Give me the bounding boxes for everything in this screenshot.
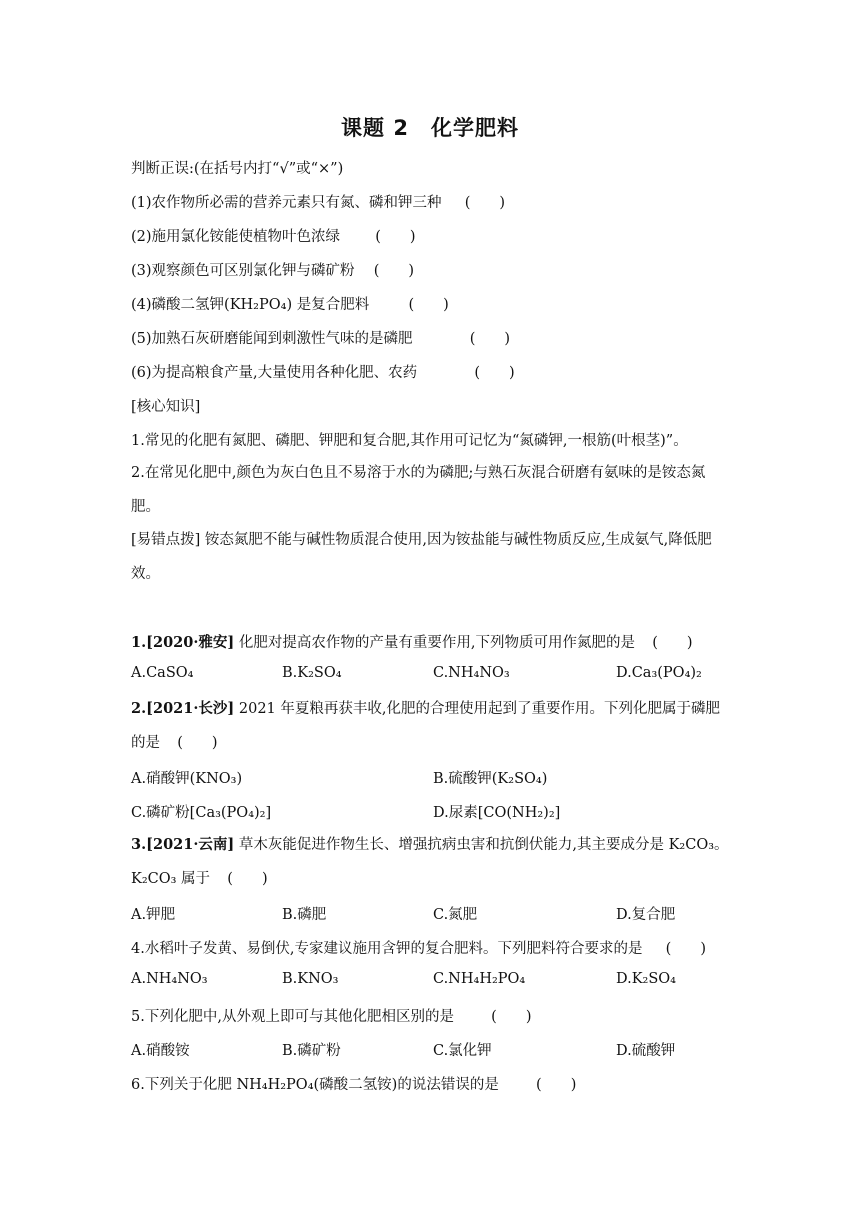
judge-item-text: (3)观察颜色可区别氯化钾与磷矿粉 xyxy=(131,263,355,279)
answer-parens: ( ) xyxy=(652,635,693,651)
option-d: D.复合肥 xyxy=(616,907,676,923)
tip-label: [易错点拨] xyxy=(131,532,201,548)
judge-item-text: (4)磷酸二氢钾(KH₂PO₄) 是复合肥料 xyxy=(131,297,370,313)
option-a: A.硝酸钾(KNO₃) xyxy=(131,771,243,787)
question-3 xyxy=(131,828,731,896)
question-1 xyxy=(131,631,693,652)
question-stem: 5.下列化肥中,从外观上即可与其他化肥相区别的是 xyxy=(131,1009,454,1025)
core-point-2: 2.在常见化肥中,颜色为灰白色且不易溶于水的为磷肥;与熟石灰混合研磨有氨味的是铵态氮肥。 xyxy=(131,465,706,515)
option-b: B.硫酸钾(K₂SO₄) xyxy=(433,771,548,787)
option-c: C.氯化钾 xyxy=(433,1043,492,1059)
question-stem: 6.下列关于化肥 NH₄H₂PO₄(磷酸二氢铵)的说法错误的是 xyxy=(131,1077,499,1093)
judge-item-5 xyxy=(131,327,510,348)
question-source: 1.[2020·雅安] xyxy=(131,634,235,651)
judge-item-text: (6)为提高粮食产量,大量使用各种化肥、农药 xyxy=(131,365,418,381)
tip-paragraph xyxy=(131,523,731,591)
judge-item-text: (5)加熟石灰研磨能闻到刺激性气味的是磷肥 xyxy=(131,331,413,347)
tip-text: 铵态氮肥不能与碱性物质混合使用,因为铵盐能与碱性物质反应,生成氨气,降低肥效。 xyxy=(131,532,712,582)
option-c: C.NH₄NO₃ xyxy=(433,665,510,681)
question-6 xyxy=(131,1073,576,1094)
option-b: B.磷矿粉 xyxy=(282,1043,341,1059)
judge-item-1 xyxy=(131,191,505,212)
option-d: D.K₂SO₄ xyxy=(616,971,676,987)
option-b: B.K₂SO₄ xyxy=(282,665,342,681)
answer-parens: ( ) xyxy=(474,365,515,381)
answer-parens: ( ) xyxy=(177,735,218,751)
answer-parens: ( ) xyxy=(665,941,706,957)
question-source: 2.[2021·长沙] xyxy=(131,700,235,717)
question-stem: 草木灰能促进作物生长、增强抗病虫害和抗倒伏能力,其主要成分是 K₂CO₃。K₂CO₃ 属于 xyxy=(131,837,729,887)
question-source: 3.[2021·云南] xyxy=(131,836,235,853)
option-a: A.钾肥 xyxy=(131,907,176,923)
option-b: B.KNO₃ xyxy=(282,971,339,987)
question-5 xyxy=(131,1005,532,1026)
option-d: D.尿素[CO(NH₂)₂] xyxy=(433,805,561,821)
lesson-title: 课题 2 化学肥料 xyxy=(341,116,519,140)
judge-item-3 xyxy=(131,259,414,280)
option-c: C.氮肥 xyxy=(433,907,478,923)
option-c: C.磷矿粉[Ca₃(PO₄)₂] xyxy=(131,805,272,821)
option-b: B.磷肥 xyxy=(282,907,327,923)
question-stem: 2021 年夏粮再获丰收,化肥的合理使用起到了重要作用。下列化肥属于磷肥的是 xyxy=(131,701,720,751)
answer-parens: ( ) xyxy=(227,871,268,887)
answer-parens: ( ) xyxy=(408,297,449,313)
answer-parens: ( ) xyxy=(536,1077,577,1093)
question-stem: 化肥对提高农作物的产量有重要作用,下列物质可用作氮肥的是 xyxy=(234,635,635,651)
option-d: D.硫酸钾 xyxy=(616,1043,676,1059)
core-point-1: 1.常见的化肥有氮肥、磷肥、钾肥和复合肥,其作用可记忆为“氮磷钾,一根筋(叶根茎)”。 xyxy=(131,433,688,449)
answer-parens: ( ) xyxy=(373,263,415,279)
answer-parens: ( ) xyxy=(469,331,511,347)
judge-item-text: (1)农作物所必需的营养元素只有氮、磷和钾三种 xyxy=(131,195,442,211)
option-a: A.CaSO₄ xyxy=(131,665,194,681)
judge-item-text: (2)施用氯化铵能使植物叶色浓绿 xyxy=(131,229,341,245)
answer-parens: ( ) xyxy=(464,195,506,211)
question-2 xyxy=(131,692,731,760)
question-stem: 4.水稻叶子发黄、易倒伏,专家建议施用含钾的复合肥料。下列肥料符合要求的是 xyxy=(131,941,643,957)
judge-heading: 判断正误:(在括号内打“√”或“×”) xyxy=(131,161,344,177)
question-4 xyxy=(131,937,706,958)
option-c: C.NH₄H₂PO₄ xyxy=(433,971,526,987)
option-a: A.NH₄NO₃ xyxy=(131,971,208,987)
answer-parens: ( ) xyxy=(375,229,416,245)
answer-parens: ( ) xyxy=(491,1009,532,1025)
option-a: A.硝酸铵 xyxy=(131,1043,190,1059)
core-heading: [核心知识] xyxy=(131,399,201,415)
judge-item-6 xyxy=(131,361,515,382)
judge-item-2 xyxy=(131,225,416,246)
option-d: D.Ca₃(PO₄)₂ xyxy=(616,665,702,681)
judge-item-4 xyxy=(131,293,449,314)
